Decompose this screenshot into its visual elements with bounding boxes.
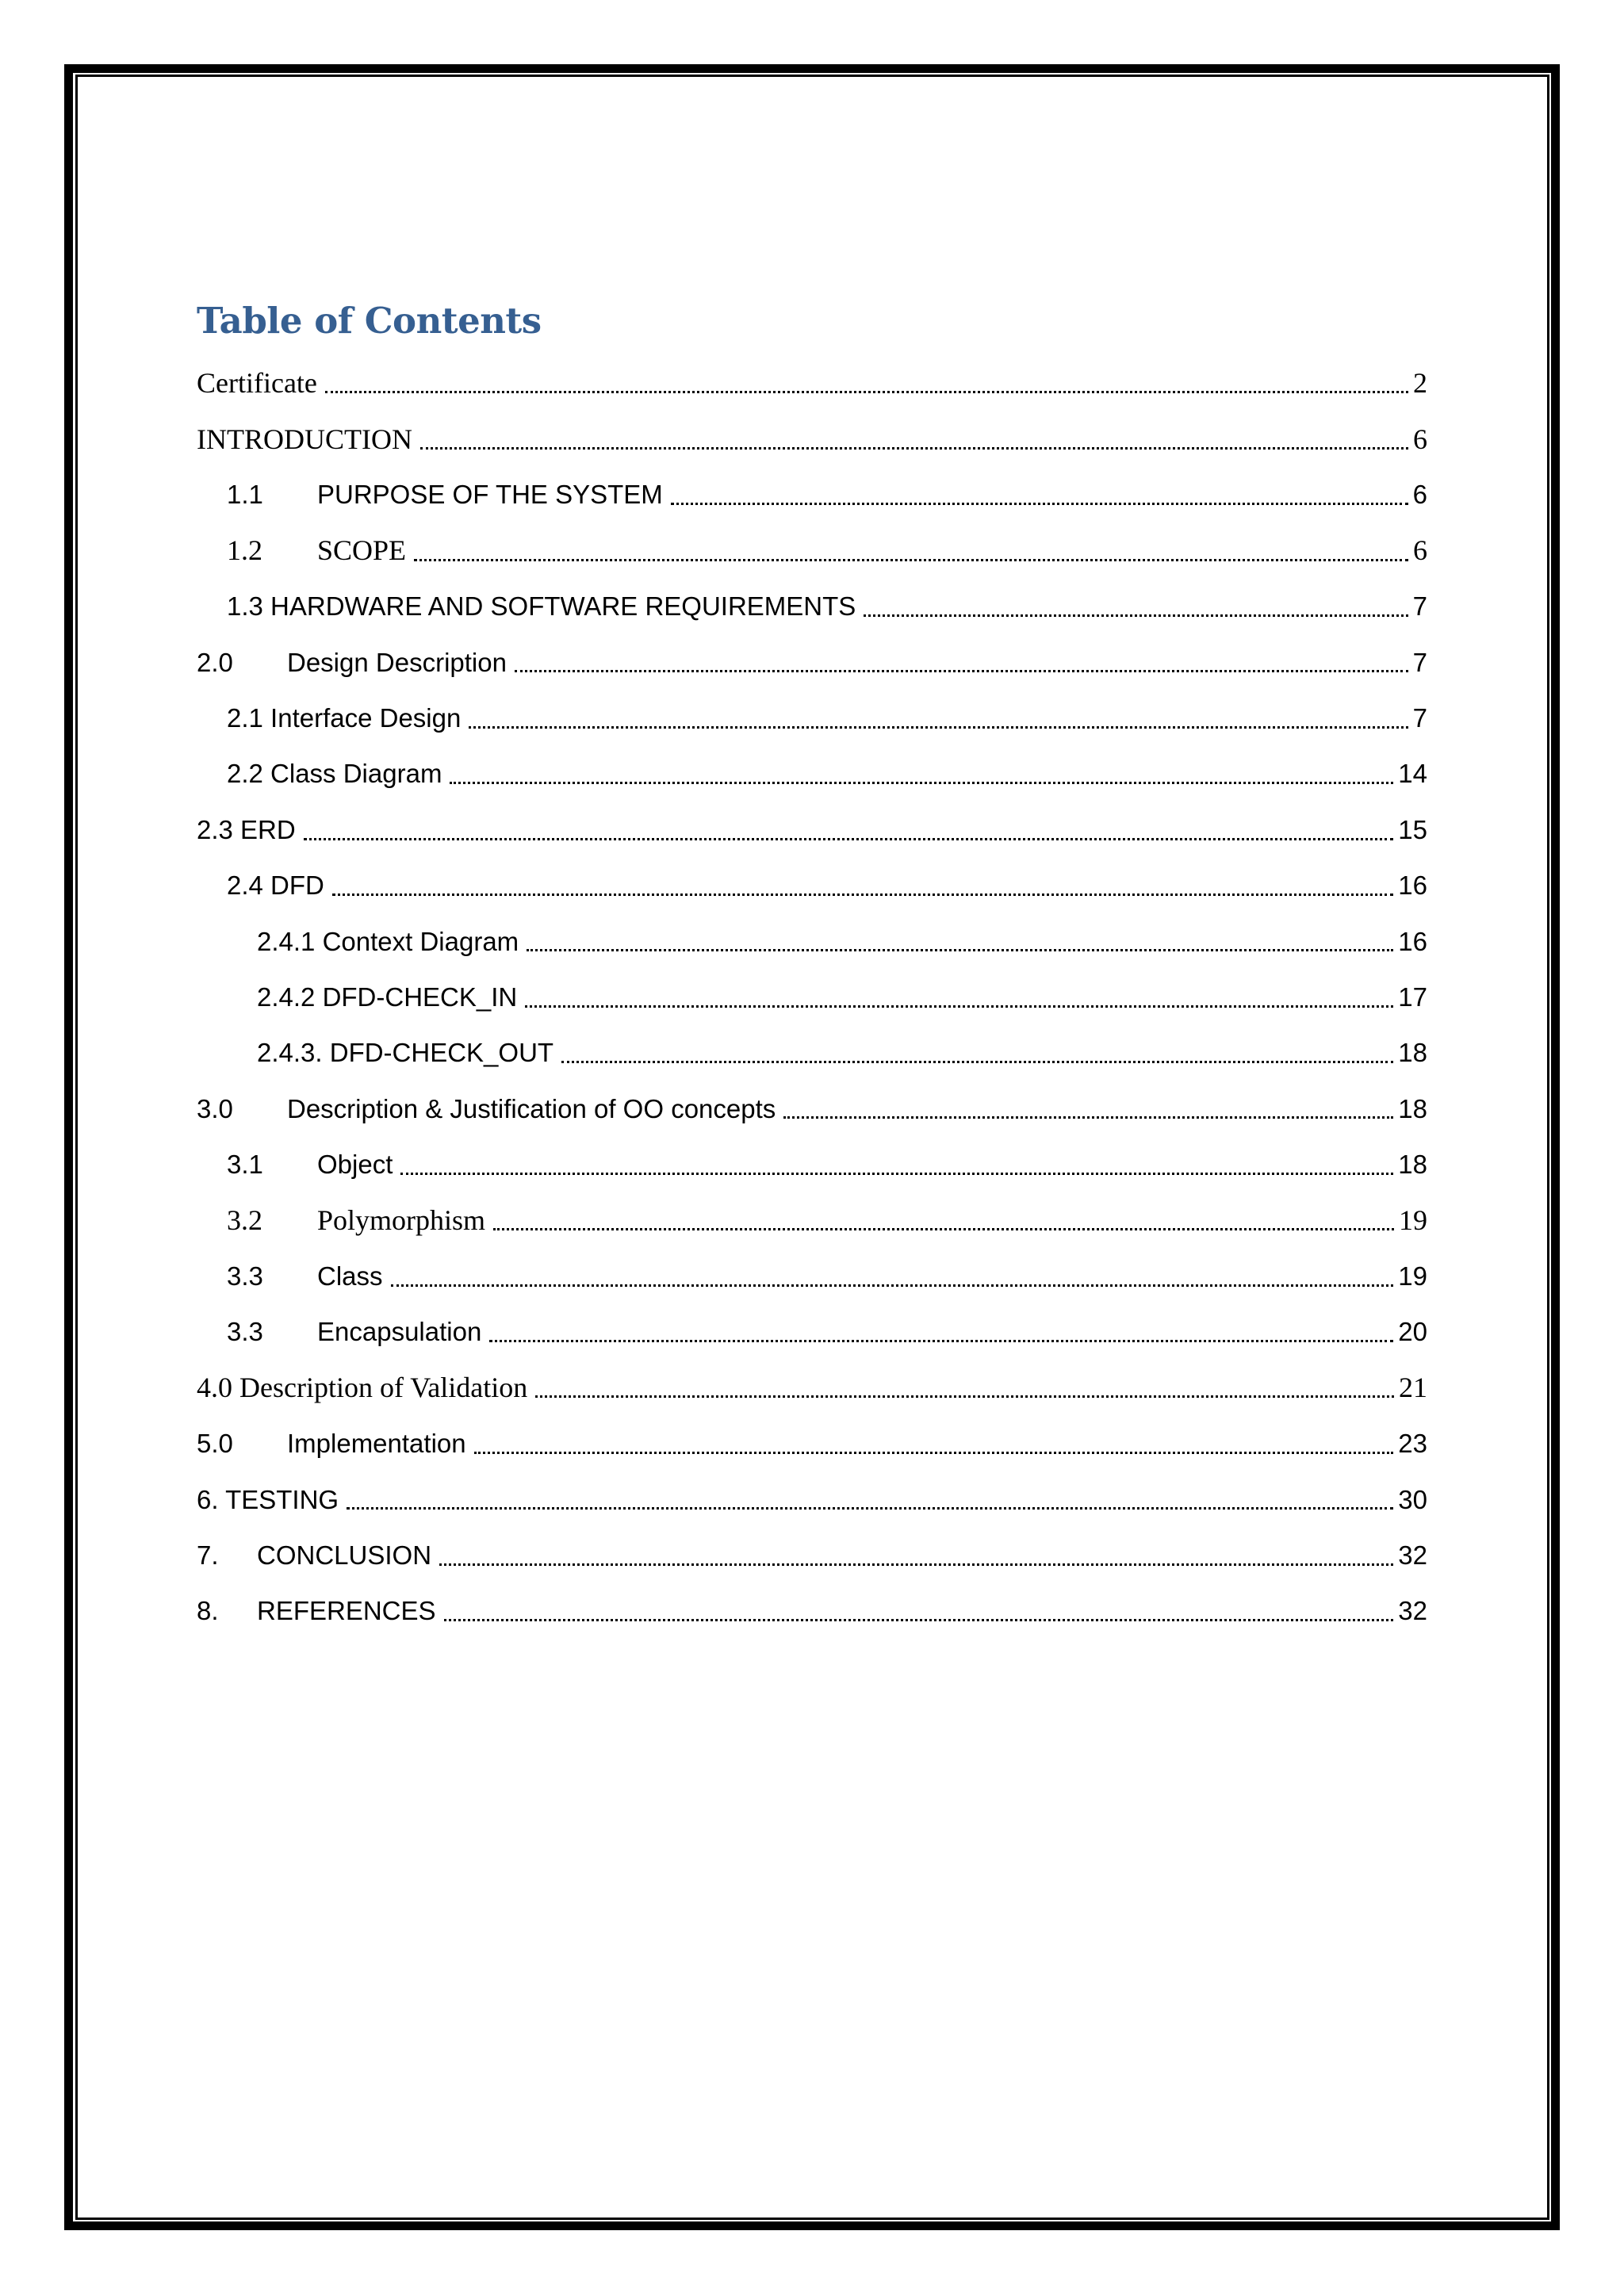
toc-entry-label: 2.4.2 DFD-CHECK_IN <box>257 982 518 1012</box>
toc-entry-dfd-check-out[interactable] <box>197 1025 1427 1081</box>
toc-dot-leader <box>469 725 1408 729</box>
toc-entry-label: 6. TESTING <box>197 1484 339 1514</box>
toc-entry-page: 18 <box>1398 1093 1427 1123</box>
toc-entry-label: 2.4 DFD <box>227 871 324 901</box>
toc-dot-leader <box>515 669 1408 672</box>
toc-entry-page: 17 <box>1398 982 1427 1012</box>
toc-entry-label: 4.0 Description of Validation <box>197 1372 528 1404</box>
toc-entry-erd[interactable] <box>197 802 1427 857</box>
toc-entry-label: Object <box>317 1150 393 1180</box>
toc-dot-leader <box>304 837 1394 840</box>
toc-entry-oo-concepts[interactable] <box>197 1081 1427 1136</box>
toc-entry-number: 1.1 <box>227 480 263 510</box>
toc-entry-page: 2 <box>1413 367 1427 400</box>
toc-dot-leader <box>527 948 1393 951</box>
toc-entry-context-diagram[interactable] <box>197 913 1427 969</box>
toc-entry-page: 7 <box>1412 591 1427 622</box>
toc-entry-number: 8. <box>197 1596 219 1626</box>
toc-entry-label: Class <box>317 1261 383 1291</box>
toc-entry-label: 2.3 ERD <box>197 814 296 844</box>
toc-entry-page: 19 <box>1398 1261 1427 1291</box>
toc-entry-label: SCOPE <box>317 534 407 567</box>
toc-entry-scope[interactable] <box>197 522 1427 578</box>
toc-entry-design-description[interactable] <box>197 634 1427 690</box>
toc-entry-page: 23 <box>1398 1429 1427 1459</box>
toc-entry-number: 3.0 <box>197 1093 233 1123</box>
toc-entry-number: 7. <box>197 1540 219 1570</box>
toc-entry-page: 18 <box>1398 1150 1427 1180</box>
toc-entry-purpose[interactable] <box>197 467 1427 522</box>
toc-entry-validation[interactable] <box>197 1360 1427 1415</box>
toc-entry-number: 2.0 <box>197 647 233 677</box>
toc-entry-number: 5.0 <box>197 1429 233 1459</box>
toc-entry-dfd[interactable] <box>197 858 1427 913</box>
toc-dot-leader <box>420 446 1408 450</box>
toc-entry-page: 6 <box>1413 423 1427 455</box>
toc-entry-label: 1.3 HARDWARE AND SOFTWARE REQUIREMENTS <box>227 591 856 622</box>
toc-entry-page: 7 <box>1412 703 1427 733</box>
toc-dot-leader <box>450 781 1393 784</box>
toc-entry-page: 18 <box>1398 1038 1427 1068</box>
toc-entry-requirements[interactable] <box>197 579 1427 634</box>
toc-entry-page: 14 <box>1398 759 1427 789</box>
toc-entry-label: 2.1 Interface Design <box>227 703 462 733</box>
toc-entry-number: 3.3 <box>227 1261 263 1291</box>
toc-entry-label: Polymorphism <box>317 1204 486 1237</box>
toc-entry-conclusion[interactable] <box>197 1527 1427 1582</box>
toc-entry-page: 20 <box>1398 1317 1427 1347</box>
toc-dot-leader <box>561 1060 1393 1063</box>
toc-entry-page: 30 <box>1398 1484 1427 1514</box>
toc-dot-leader <box>439 1563 1393 1566</box>
toc-entry-testing[interactable] <box>197 1471 1427 1527</box>
toc-entry-label: REFERENCES <box>257 1596 436 1626</box>
toc-dot-leader <box>444 1618 1394 1621</box>
toc-entry-page: 19 <box>1399 1204 1427 1237</box>
toc-entry-number: 3.1 <box>227 1150 263 1180</box>
toc-entry-certificate[interactable] <box>197 355 1427 411</box>
toc-title: Table of Contents <box>197 300 542 342</box>
toc-dot-leader <box>783 1115 1393 1119</box>
toc-entry-dfd-check-in[interactable] <box>197 969 1427 1024</box>
toc-dot-leader <box>535 1395 1394 1398</box>
toc-dot-leader <box>325 390 1408 393</box>
toc-entry-page: 21 <box>1399 1372 1427 1404</box>
toc-entry-interface-design[interactable] <box>197 690 1427 745</box>
toc-entry-page: 32 <box>1398 1596 1427 1626</box>
toc-entry-class-diagram[interactable] <box>197 746 1427 802</box>
toc-entry-page: 7 <box>1412 647 1427 677</box>
toc-entry-page: 15 <box>1398 814 1427 844</box>
toc-dot-leader <box>391 1284 1394 1287</box>
toc-entry-references[interactable] <box>197 1583 1427 1639</box>
toc-entry-label: Description & Justification of OO concepts <box>287 1093 776 1123</box>
toc-dot-leader <box>347 1506 1393 1510</box>
toc-dot-leader <box>332 893 1393 896</box>
toc-entry-label: 2.4.1 Context Diagram <box>257 926 519 956</box>
toc-entry-label: PURPOSE OF THE SYSTEM <box>317 480 663 510</box>
toc-entry-page: 16 <box>1398 926 1427 956</box>
toc-entry-label: Design Description <box>287 647 507 677</box>
toc-entry-label: CONCLUSION <box>257 1540 432 1570</box>
toc-entry-page: 6 <box>1413 534 1427 567</box>
toc-entry-label: INTRODUCTION <box>197 423 412 455</box>
toc-entry-introduction[interactable] <box>197 411 1427 466</box>
toc-entry-page: 32 <box>1398 1540 1427 1570</box>
toc-dot-leader <box>414 558 1408 561</box>
toc-entry-encapsulation[interactable] <box>197 1304 1427 1360</box>
toc-entry-class[interactable] <box>197 1248 1427 1303</box>
toc-entry-page: 16 <box>1398 871 1427 901</box>
toc-entry-object[interactable] <box>197 1136 1427 1192</box>
toc-dot-leader <box>474 1451 1394 1454</box>
toc-list <box>197 355 1427 1639</box>
toc-entry-label: Certificate <box>197 367 317 400</box>
toc-dot-leader <box>489 1339 1393 1342</box>
toc-entry-label: 2.2 Class Diagram <box>227 759 442 789</box>
toc-entry-label: 2.4.3. DFD-CHECK_OUT <box>257 1038 554 1068</box>
toc-dot-leader <box>671 502 1408 505</box>
toc-entry-number: 1.2 <box>227 534 262 567</box>
toc-dot-leader <box>493 1227 1394 1230</box>
toc-entry-polymorphism[interactable] <box>197 1192 1427 1248</box>
toc-entry-label: Implementation <box>287 1429 466 1459</box>
toc-dot-leader <box>525 1004 1393 1008</box>
toc-entry-label: Encapsulation <box>317 1317 482 1347</box>
toc-entry-number: 3.3 <box>227 1317 263 1347</box>
toc-entry-page: 6 <box>1412 480 1427 510</box>
toc-entry-number: 3.2 <box>227 1204 262 1237</box>
toc-dot-leader <box>400 1172 1393 1175</box>
toc-entry-implementation[interactable] <box>197 1415 1427 1471</box>
toc-dot-leader <box>864 614 1408 617</box>
